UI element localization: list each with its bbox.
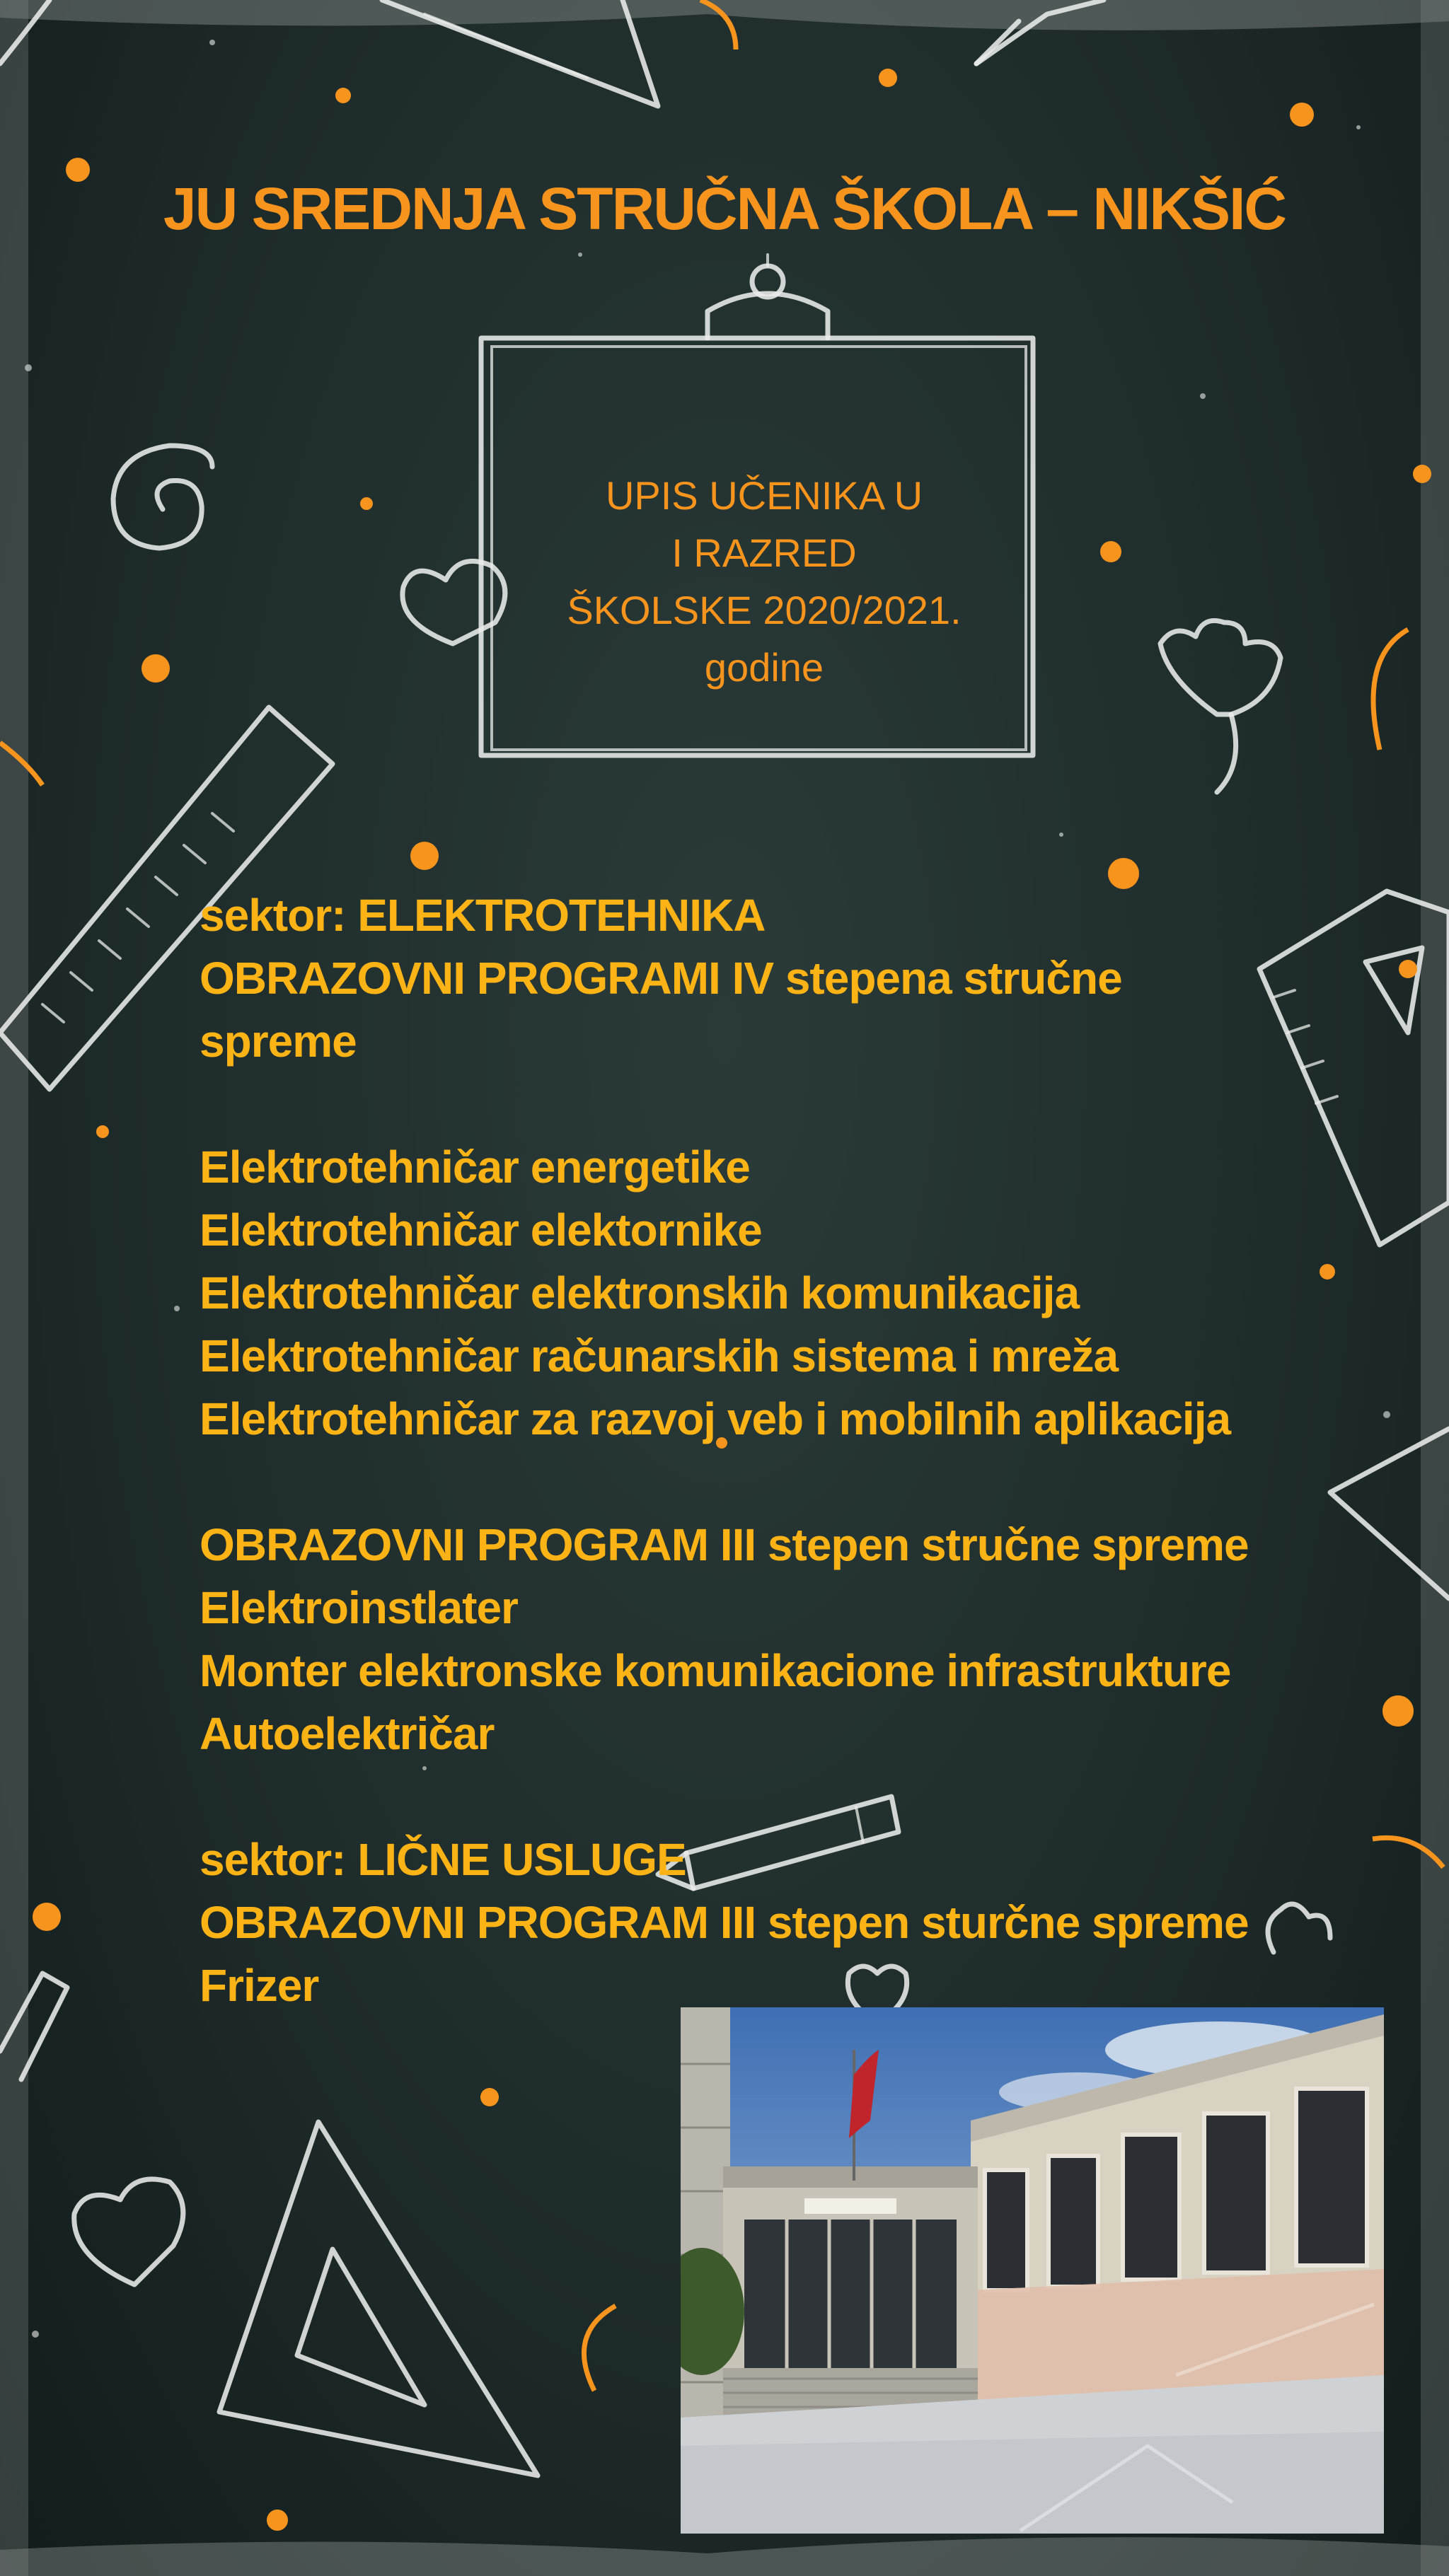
page-title: JU SREDNJA STRUČNA ŠKOLA – NIKŠIĆ <box>163 175 1286 242</box>
program-item: Elektroinstlater <box>200 1582 518 1633</box>
program-iv-heading: OBRAZOVNI PROGRAMI IV stepena stručne <box>200 953 1122 1004</box>
enrollment-subtitle <box>495 467 1033 696</box>
program-item: Frizer <box>200 1960 319 2011</box>
triangle-ruler-icon <box>219 2122 538 2476</box>
program-item: Elektrotehničar energetike <box>200 1142 750 1193</box>
program-item: Elektrotehničar elektronskih komunikacija <box>200 1267 1080 1318</box>
spiral-icon <box>113 446 212 548</box>
heart-icon <box>403 561 505 644</box>
sector-personal-services-label: sektor: LIČNE USLUGE <box>200 1834 686 1885</box>
flower-icon <box>1160 621 1281 793</box>
program-item: Elektrotehničar za razvoj veb i mobilnih aplikacija <box>200 1393 1231 1444</box>
heart-icon <box>74 2179 183 2285</box>
subtitle-line: UPIS UČENIKA U <box>605 473 923 518</box>
programs-list <box>200 884 1317 2017</box>
spacer <box>200 1451 1317 1514</box>
program-item: Elektrotehničar elektornike <box>200 1205 762 1255</box>
spacer <box>200 1765 1317 1828</box>
subtitle-line: I RAZRED <box>671 530 857 575</box>
program-item: Monter elektronske komunikacione infrastrukture <box>200 1645 1231 1696</box>
program-iii-heading: OBRAZOVNI PROGRAM III stepen stručne spreme <box>200 1519 1249 1570</box>
program-iv-heading-cont: spreme <box>200 1016 357 1067</box>
school-building-photo <box>681 2007 1384 2534</box>
program-item: Autoelektričar <box>200 1708 495 1759</box>
program-item: Elektrotehničar računarskih sistema i mreža <box>200 1330 1119 1381</box>
sector-electrical-label: sektor: ELEKTROTEHNIKA <box>200 890 766 941</box>
spacer <box>200 1073 1317 1136</box>
subtitle-line: godine <box>704 645 824 690</box>
subtitle-line: ŠKOLSKE 2020/2021. <box>567 588 962 632</box>
program-iii-heading: OBRAZOVNI PROGRAM III stepen sturčne spreme <box>200 1897 1249 1948</box>
